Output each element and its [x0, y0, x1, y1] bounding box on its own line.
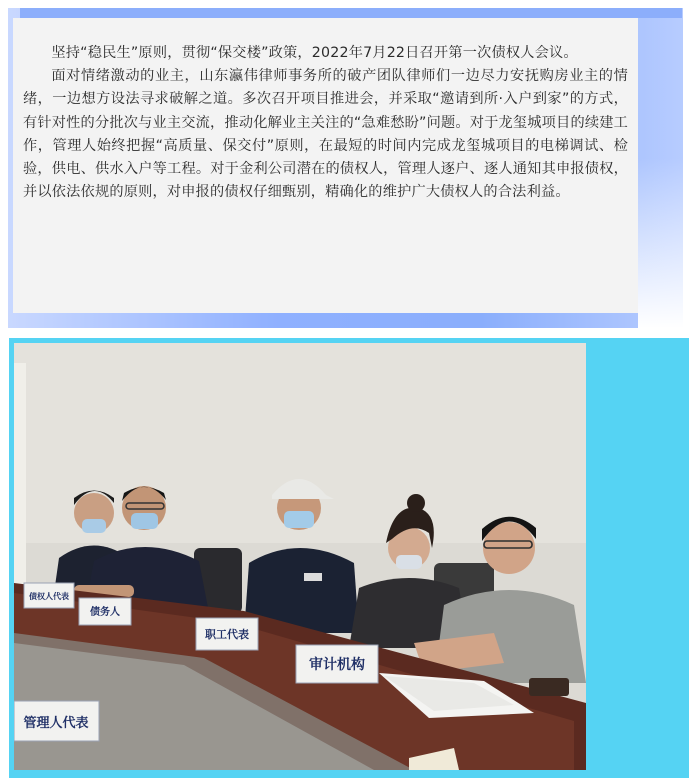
- svg-text:债权人代表: 债权人代表: [29, 591, 69, 601]
- sign-staff-rep: [196, 618, 258, 650]
- svg-text:债务人: 债务人: [90, 607, 120, 618]
- svg-text:审计机构: 审计机构: [309, 657, 365, 673]
- card-top-strip: [20, 8, 682, 18]
- sign-creditor-rep: [24, 583, 74, 608]
- article-text-card: [13, 18, 638, 313]
- svg-text:管理人代表: 管理人代表: [23, 716, 89, 731]
- meeting-photo-illustration: [14, 343, 586, 770]
- sign-administrator-rep: [14, 701, 99, 741]
- svg-text:职工代表: 职工代表: [205, 628, 249, 641]
- article-paragraph-1: 坚持“稳民生”原则，贯彻“保交楼”政策，2022年7月22日召开第一次债权人会议。: [51, 45, 578, 61]
- article-paragraph-2: 面对情绪激动的业主，山东瀛伟律师事务所的破产团队律师们一边尽力安抚购房业主的情绪，一边想方设法寻求破解之道。多次召开项目推进会，并采取“邀请到所·入户到家”的方式，有针对性的分批次与业主交流，推动化解业主关注的“急难愁盼”问题。对于龙玺城项目的续建工作，管理人始终把握“高质量、保交付”原则，在最短的时间内完成龙玺城项目的电梯调试、检验，供电、供水入户等工程。对于金利公司潜在的债权人，管理人逐户、逐人通知其申报债权，并以依法依规的原则，对申报的债权仔细甄别，精确化的维护广大债权人的合法利益。: [23, 68, 628, 201]
- meeting-photo: [14, 343, 586, 770]
- sign-debtor: [79, 598, 131, 625]
- sign-audit: [296, 645, 378, 683]
